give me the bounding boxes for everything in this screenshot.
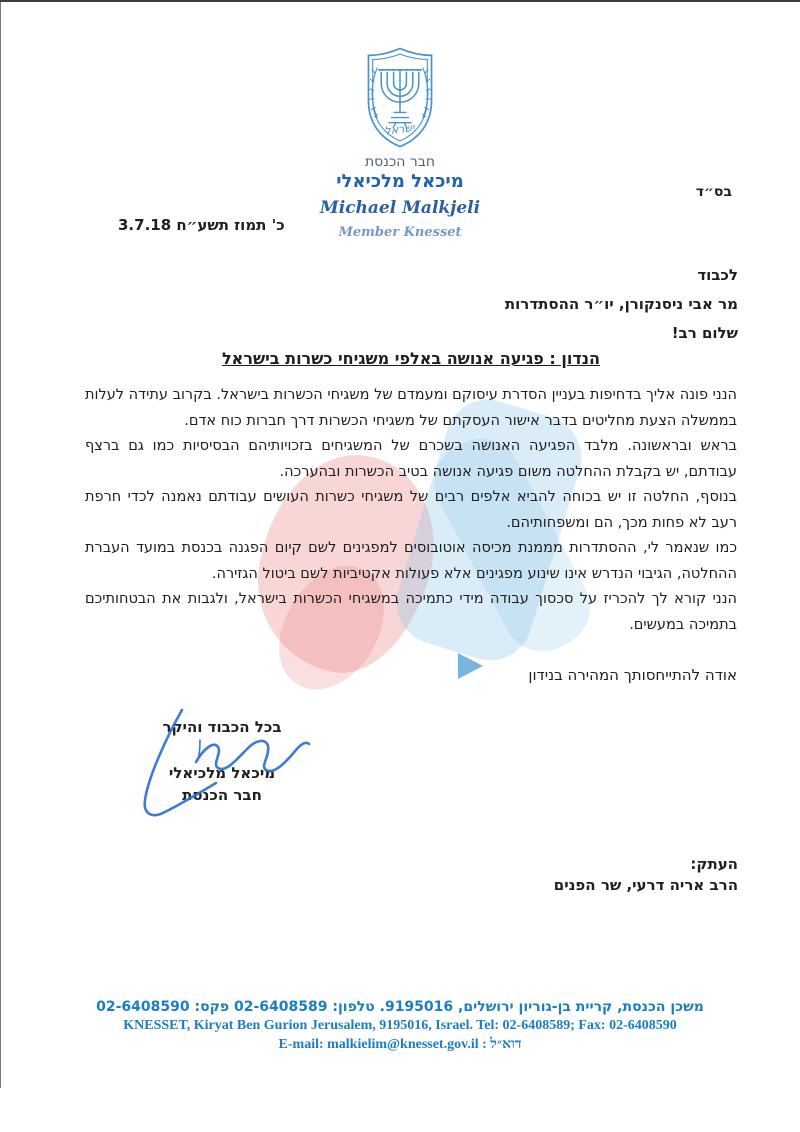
body-paragraph: הנני פונה אליך בדחיפות בעניין הסדרת עיסוקם ומעמדם של משגיחי הכשרות בישראל. בקרוב עתידה לעלות בממשלה הצעת מחליטים בדבר אישור העסקתם של משגיחי הכשרות דרך חברות כוח אדם. — [85, 387, 737, 429]
footer-email-line: דוא״ל : E-mail: malkielim@knesset.gov.il — [278, 1037, 522, 1052]
body-paragraph: כמו שנאמר לי, ההסתדרות מממנת מכיסה אוטובוסים למפגינים לשם קיום הפגנה בכנסת במועד העברת ההחלטה, הגיבוי הנדרש אינו שינוע מפגינים אלא פעולות אקטיביות לשם ביטול הגזירה. — [85, 540, 737, 582]
letterhead — [0, 46, 800, 240]
recipient-name: מר אבי ניסנקורן, יו״ר ההסתדרות — [504, 295, 738, 313]
copy-label: העתק: — [690, 855, 738, 873]
footer-address-he: משכן הכנסת, קריית בן-גוריון ירושלים, 9195016. טלפון: 02-6408589 פקס: 02-6408590 — [96, 999, 704, 1015]
footer — [0, 999, 800, 1053]
signature-salutation: בכל הכבוד והיקר — [162, 718, 282, 736]
letter-date: כ' תמוז תשע״ח 3.7.18 — [118, 216, 285, 234]
watermark-play-triangle-icon — [458, 653, 483, 679]
signature-name: מיכאל מלכיאלי — [168, 764, 276, 782]
copy-block — [554, 854, 738, 896]
closing-line: אודה להתייחסותך המהירה בנידון — [528, 666, 737, 684]
body-paragraph: בנוסף, החלטה זו יש בכוחה להביא אלפים רבים של משגיחי כשרות העושים עבודתם נאמנה לכדי חרפת רעב לא פחות מכך, הם ומשפחותיהם. — [85, 489, 737, 531]
emblem-israel-text: ישראל — [383, 121, 416, 138]
body-paragraph: בראש ובראשונה. מלבד הפגיעה האנושה בשכרם של המשגיחים בזכויותיהם הבסיסיות כמו גם ברצף עבודתם, יש בקבלת ההחלטה משום פגיעה אנושה בטיב הכשרות ובהערכה. — [85, 438, 737, 480]
bsd-mark: בס״ד — [695, 184, 732, 200]
letterhead-role-he: חבר הכנסת — [364, 154, 436, 170]
recipient-to: לכבוד — [697, 266, 738, 284]
handwritten-signature-icon — [104, 700, 324, 845]
footer-address-en: KNESSET, Kiryat Ben Gurion Jerusalem, 9195016, Israel. Tel: 02-6408589; Fax: 02-6408590 — [123, 1018, 677, 1033]
recipient-block — [505, 261, 738, 348]
letterhead-name-he: מיכאל מלכיאלי — [336, 171, 464, 192]
letter-body — [85, 383, 737, 638]
letterhead-role-en: Member Knesset — [338, 225, 462, 240]
israel-emblem-icon — [357, 46, 443, 150]
body-paragraph: הנני קורא לך להכריז על סכסוך עבודה מידי כתמיכה במשגיחי הכשרות בישראל, ולגבות את הבטחותיכם בתמיכה במעשים. — [85, 591, 737, 633]
subject-line: הנדון : פגיעה אנושה באלפי משגיחי כשרות בישראל — [222, 349, 600, 368]
recipient-greeting: שלום רב! — [671, 324, 738, 342]
copy-recipient: הרב אריה דרעי, שר הפנים — [553, 876, 738, 894]
letterhead-name-en: Michael Malkjeli — [319, 198, 481, 218]
signature-title: חבר הכנסת — [182, 786, 262, 804]
